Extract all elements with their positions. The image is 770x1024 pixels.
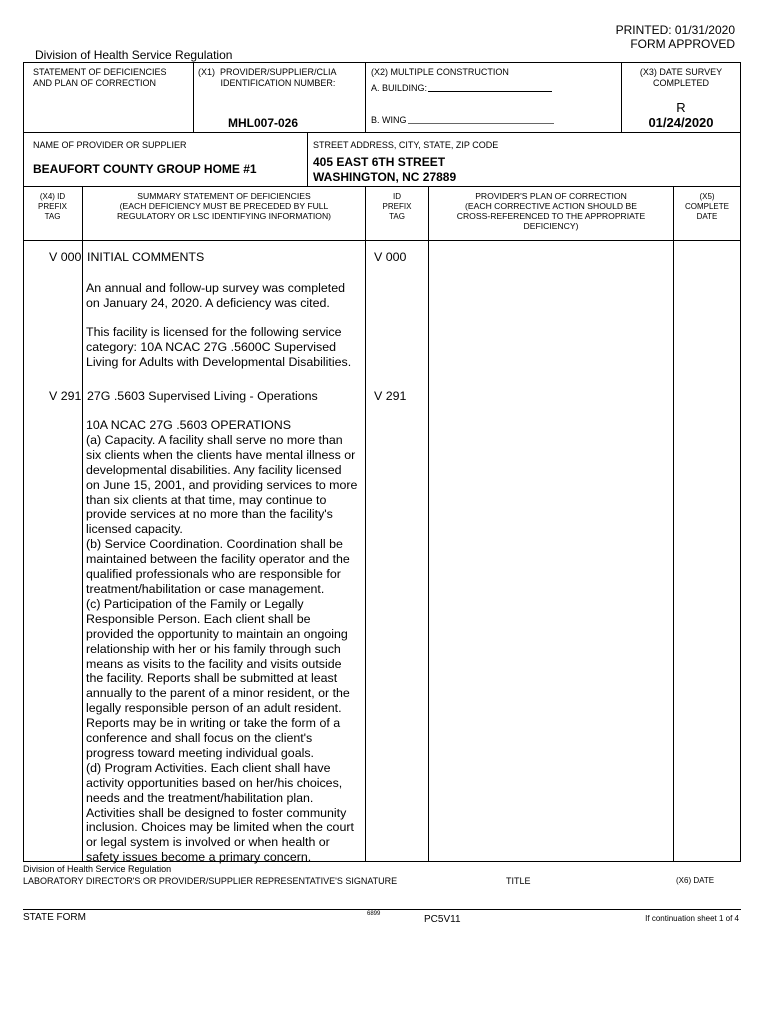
x1-label: (X1) PROVIDER/SUPPLIER/CLIA IDENTIFICATION NUMBER: — [198, 67, 337, 88]
v000-paragraph-2: This facility is licensed for the following service category: 10A NCAC 27G .5600C Supervised Living for Adults with Developmental Disabilities. — [86, 325, 352, 369]
col-id-header: ID PREFIX TAG — [382, 192, 412, 221]
v291-rule-text: 10A NCAC 27G .5603 OPERATIONS (a) Capacity. A facility shall serve no more than six clients when the clients have mental illness or developmental disabilities. Any facility licensed on June 15, 2001, and providing services to more than six clients at that time, may continue to provide services at no more than the facility's licensed capacity. (b) Service Coordination. Coordination shall be maintained between the facility operator and the qualified professionals who are responsible for treatment/habilitation or case management. (c) Participation of the Family or Legally Responsible Person. Each client shall be provided the opportunity to maintain an ongoing relationship with her or his family through such means as visits to the facility and visits outside the facility. Reports shall be submitted at least annually to the parent of a minor resident, or the legally responsible person of an adult resident. Reports may be in writing or take the form of a conference and shall focus on the client's progress toward meeting individual goals. (d) Program Activities. Each client shall have activity opportunities based on her/his choices, needs and the treatment/habilitation plan. Activities shall be designed to foster community inclusion. Choices may be limited when the court or legal system is involved or when health or safety issues become a primary concern. — [86, 418, 358, 865]
x3-label: (X3) DATE SURVEY COMPLETED — [639, 67, 723, 88]
v291-tag: V 291 — [49, 389, 82, 403]
form-approved: FORM APPROVED — [630, 37, 735, 51]
address-line1: 405 EAST 6TH STREET — [313, 155, 446, 169]
x2-wing-label: B. WING — [371, 115, 407, 125]
v000-tag: V 000 — [49, 250, 82, 264]
v000-id-tag: V 000 — [374, 250, 407, 264]
address-line2: WASHINGTON, NC 27889 — [313, 170, 457, 184]
col-summary-header: SUMMARY STATEMENT OF DEFICIENCIES (EACH DEFICIENCY MUST BE PRECEDED BY FULL REGULATORY OR LSC IDENTIFYING INFORMATION) — [116, 191, 332, 221]
x2-building-label: A. BUILDING: — [371, 83, 428, 93]
provider-id: MHL007-026 — [228, 116, 299, 130]
address-label: STREET ADDRESS, CITY, STATE, ZIP CODE — [313, 140, 499, 150]
statement-label: STATEMENT OF DEFICIENCIES AND PLAN OF CORRECTION — [33, 67, 167, 88]
date-label: (X6) DATE — [676, 876, 715, 885]
printed-date: PRINTED: 01/31/2020 — [615, 23, 735, 37]
v291-id-tag: V 291 — [374, 389, 407, 403]
provider-label: NAME OF PROVIDER OR SUPPLIER — [33, 140, 187, 150]
col-plan-header: PROVIDER'S PLAN OF CORRECTION (EACH CORRECTIVE ACTION SHOULD BE CROSS-REFERENCED TO THE APPROPRIATE DEFICIENCY) — [456, 191, 646, 231]
v291-title: 27G .5603 Supervised Living - Operations — [87, 389, 318, 403]
col-x5-header: (X5) COMPLETE DATE — [684, 192, 729, 221]
signature-label: LABORATORY DIRECTOR'S OR PROVIDER/SUPPLIER REPRESENTATIVE'S SIGNATURE — [23, 876, 398, 886]
v000-title: INITIAL COMMENTS — [87, 250, 205, 264]
provider-name: BEAUFORT COUNTY GROUP HOME #1 — [33, 162, 257, 176]
continuation-note: If continuation sheet 1 of 4 — [645, 914, 739, 923]
agency-name: Division of Health Service Regulation — [35, 48, 233, 62]
col-x4-header: (X4) ID PREFIX TAG — [38, 192, 67, 221]
v000-paragraph-1: An annual and follow-up survey was completed on January 24, 2020. A deficiency was cited. — [86, 281, 345, 310]
state-form-label: STATE FORM — [23, 912, 86, 923]
title-label: TITLE — [506, 876, 531, 886]
x2-label: (X2) MULTIPLE CONSTRUCTION — [371, 67, 509, 77]
footer-agency: Division of Health Service Regulation — [23, 864, 172, 874]
event-id: PC5V11 — [424, 914, 461, 925]
form-number: 6899 — [367, 911, 381, 917]
survey-date: 01/24/2020 — [648, 115, 714, 130]
survey-r: R — [676, 100, 686, 115]
